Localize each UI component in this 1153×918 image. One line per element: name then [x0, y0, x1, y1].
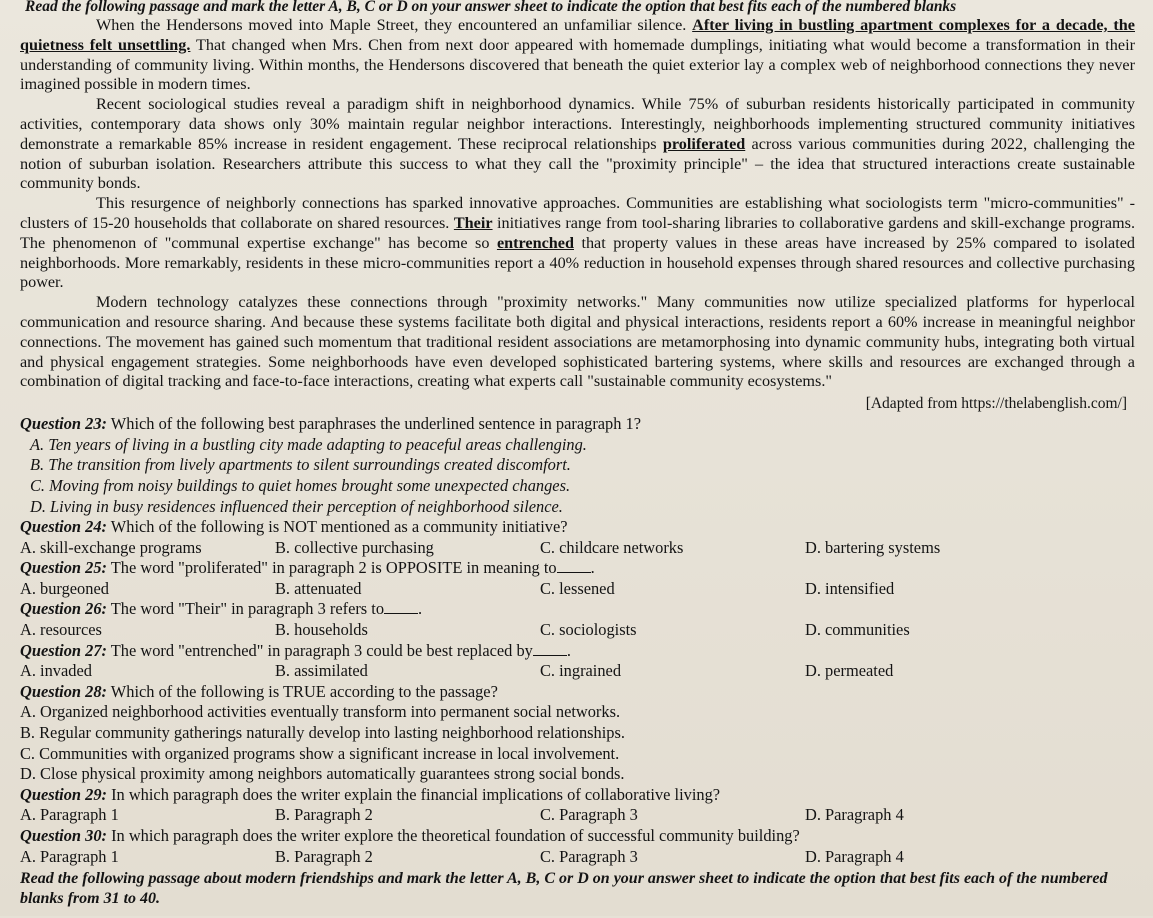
question-23-option-c[interactable]: C. Moving from noisy buildings to quiet homes brought some unexpected changes.: [30, 475, 571, 495]
answer-blank: [533, 641, 567, 656]
question-23-option-a[interactable]: A. Ten years of living in a bustling city made adapting to peaceful areas challenging.: [30, 434, 587, 454]
question-25-option-a[interactable]: A. burgeoned: [20, 578, 109, 598]
paragraph-1: [20, 16, 1135, 95]
question-30: [20, 826, 1135, 867]
paragraph-4: Modern technology catalyzes these connections through "proximity networks." Many communities now utilize specialized platforms for hyperlocal communication and resource sharing. And because these systems facilitate both digital and physical interactions, residents report a 60% increase in meaningful neighbor connections. The movement has gained such momentum that traditional resident associations are metamorphosing into dynamic community hubs, integrating both virtual and physical engagement strategies. Some neighborhoods have even developed sophisticated bartering systems, where skills and resources are exchanged through a combination of digital tracking and face-to-face interactions, creating what experts call "sustainable community ecosystems.": [20, 293, 1135, 391]
question-27: Question 27: The word "entrenched" in paragraph 3 could be best replaced by . A. invaded B. assimilated C. ingrained D. permeated: [20, 641, 1135, 682]
question-27-option-a[interactable]: A. invaded: [20, 661, 92, 681]
question-24-option-a[interactable]: A. skill-exchange programs: [20, 537, 202, 557]
question-29-option-c[interactable]: C. Paragraph 3: [540, 805, 638, 825]
question-29-option-a[interactable]: A. Paragraph 1: [20, 805, 119, 825]
reading-passage: [20, 16, 1135, 414]
question-23-option-b[interactable]: B. The transition from lively apartments to silent surroundings created discomfort.: [30, 455, 571, 475]
p1-after: That changed when Mrs. Chen from next door appeared with homemade dumplings, initiating what would become a transformation in their understanding of community living. Within months, the Hendersons discovered that beneath the quiet exterior lay a complex web of neighborhood connections they never imagined possible in modern times.: [20, 35, 1135, 94]
question-30-option-a[interactable]: A. Paragraph 1: [20, 846, 119, 866]
question-25-text: The word "proliferated" in paragraph 2 is OPPOSITE in meaning to: [106, 558, 557, 578]
p1-before: When the Hendersons moved into Maple Street, they encountered an unfamiliar silence.: [96, 16, 693, 34]
question-30-options: [20, 847, 1135, 868]
question-24-option-b[interactable]: B. collective purchasing: [275, 537, 434, 557]
question-26-label: Question 26:: [20, 599, 107, 619]
paragraph-3: [20, 194, 1135, 293]
question-28-option-c[interactable]: C. Communities with organized programs show a significant increase in local involvement.: [20, 743, 620, 763]
question-27-text: The word "entrenched" in paragraph 3 could be best replaced by: [106, 640, 533, 660]
question-30-label: Question 30:: [20, 826, 107, 846]
question-29-label: Question 29:: [20, 784, 107, 804]
question-26-option-a[interactable]: A. resources: [20, 620, 102, 640]
question-29-option-d[interactable]: D. Paragraph 4: [805, 805, 904, 825]
question-29: [20, 785, 1135, 826]
question-30-option-c[interactable]: C. Paragraph 3: [540, 846, 638, 866]
question-28-label: Question 28:: [20, 681, 107, 701]
question-25: Question 25: The word "proliferated" in paragraph 2 is OPPOSITE in meaning to . A. burgeoned B. attenuated C. lessened D. intensified: [20, 558, 1135, 599]
question-23-label: Question 23:: [20, 414, 107, 434]
question-24-option-c[interactable]: C. childcare networks: [540, 537, 684, 557]
question-28-option-a[interactable]: A. Organized neighborhood activities eventually transform into permanent social networks.: [20, 702, 621, 722]
question-26-option-c[interactable]: C. sociologists: [540, 620, 637, 640]
question-27-label: Question 27:: [20, 640, 107, 660]
question-30-text: In which paragraph does the writer explore the theoretical foundation of successful community building?: [106, 826, 800, 846]
question-28: [20, 682, 1135, 785]
source-citation: [Adapted from https://thelabenglish.com/]: [865, 395, 1127, 413]
p3-middle: initiatives range from tool-sharing libraries to collaborative gardens and skill-exchange programs. The phenomenon of "communal expertise exchange" has become so: [20, 213, 1135, 252]
question-26-text: The word "Their" in paragraph 3 refers to: [106, 599, 385, 619]
question-24: [20, 517, 1135, 558]
question-24-options: [20, 538, 1135, 559]
p2-underlined-word: proliferated: [662, 134, 746, 153]
question-27-option-d[interactable]: D. permeated: [805, 661, 894, 681]
question-27-option-b[interactable]: B. assimilated: [275, 661, 368, 681]
question-23-text: Which of the following best paraphrases the underlined sentence in paragraph 1?: [106, 414, 642, 434]
p2-before: Recent sociological studies reveal a paradigm shift in neighborhood dynamics. While 75% of suburban residents historically participated in community activities, contemporary data shows only 30% maintain regular neighbor interactions. Interestingly, neighborhoods implementing structured community initiatives demonstrate a remarkable 85% increase in resident engagement. These reciprocal relationships: [20, 95, 1135, 153]
instructions-bottom: Read the following passage about modern friendships and mark the letter A, B, C or D on your answer sheet to indicate the option that best fits each of the numbered blanks from 31 to 40.: [20, 870, 1108, 908]
p3-underlined-their: Their: [453, 213, 493, 232]
question-25-option-d[interactable]: D. intensified: [805, 578, 895, 598]
question-26-options: [20, 620, 1135, 641]
question-28-option-b[interactable]: B. Regular community gatherings naturally develop into lasting neighborhood relationships.: [20, 723, 625, 743]
question-23: [20, 414, 1135, 517]
question-29-text: In which paragraph does the writer explain the financial implications of collaborative living?: [106, 784, 721, 804]
p3-before: This resurgence of neighborly connections has sparked innovative approaches. Communities are establishing what sociologists term "micro-communities" - clusters of 15-20 households that collaborate on shared resources.: [20, 194, 1135, 232]
question-26-option-d[interactable]: D. communities: [805, 620, 910, 640]
question-24-label: Question 24:: [20, 517, 107, 537]
p3-after: that property values in these areas have increased by 25% compared to isolated neighborhoods. More remarkably, residents in these micro-communities report a 40% reduction in household expenses through shared resources and collective purchasing power.: [20, 233, 1135, 292]
question-29-options: [20, 805, 1135, 826]
question-30-option-b[interactable]: B. Paragraph 2: [275, 846, 373, 866]
question-25-option-c[interactable]: C. lessened: [540, 578, 615, 598]
answer-blank: [384, 599, 418, 614]
question-27-option-c[interactable]: C. ingrained: [540, 661, 622, 681]
answer-blank: [557, 558, 591, 573]
question-25-label: Question 25:: [20, 558, 107, 578]
question-24-text: Which of the following is NOT mentioned as a community initiative?: [106, 517, 568, 537]
paragraph-2: [20, 95, 1135, 194]
question-30-option-d[interactable]: D. Paragraph 4: [805, 846, 904, 866]
question-28-option-d[interactable]: D. Close physical proximity among neighbors automatically guarantees strong social bonds.: [20, 764, 625, 784]
question-28-text: Which of the following is TRUE according to the passage?: [106, 681, 498, 701]
question-25-options: [20, 579, 1135, 600]
p1-underlined-sentence: After living in bustling apartment complexes for a decade, the quietness felt unsettling.: [20, 16, 1135, 54]
question-23-option-d[interactable]: D. Living in busy residences influenced their perception of neighborhood silence.: [30, 496, 563, 516]
instructions-top: Read the following passage and mark the letter A, B, C or D on your answer sheet to indicate the option that best fits each of the numbered blanks: [25, 0, 957, 15]
question-29-option-b[interactable]: B. Paragraph 2: [275, 805, 373, 825]
question-24-option-d[interactable]: D. bartering systems: [805, 537, 941, 557]
question-26: Question 26: The word "Their" in paragraph 3 refers to . A. resources B. households C. sociologists D. communities: [20, 599, 1135, 640]
question-26-option-b[interactable]: B. households: [275, 620, 368, 640]
p2-after: across various communities during 2022, challenging the notion of suburban isolation. Researchers attribute this success to what they call the "proximity principle" – the idea that structured interactions create sustainable community bonds.: [20, 134, 1135, 193]
p3-underlined-entrenched: entrenched: [496, 233, 574, 252]
question-27-options: [20, 661, 1135, 682]
question-25-option-b[interactable]: B. attenuated: [275, 578, 362, 598]
